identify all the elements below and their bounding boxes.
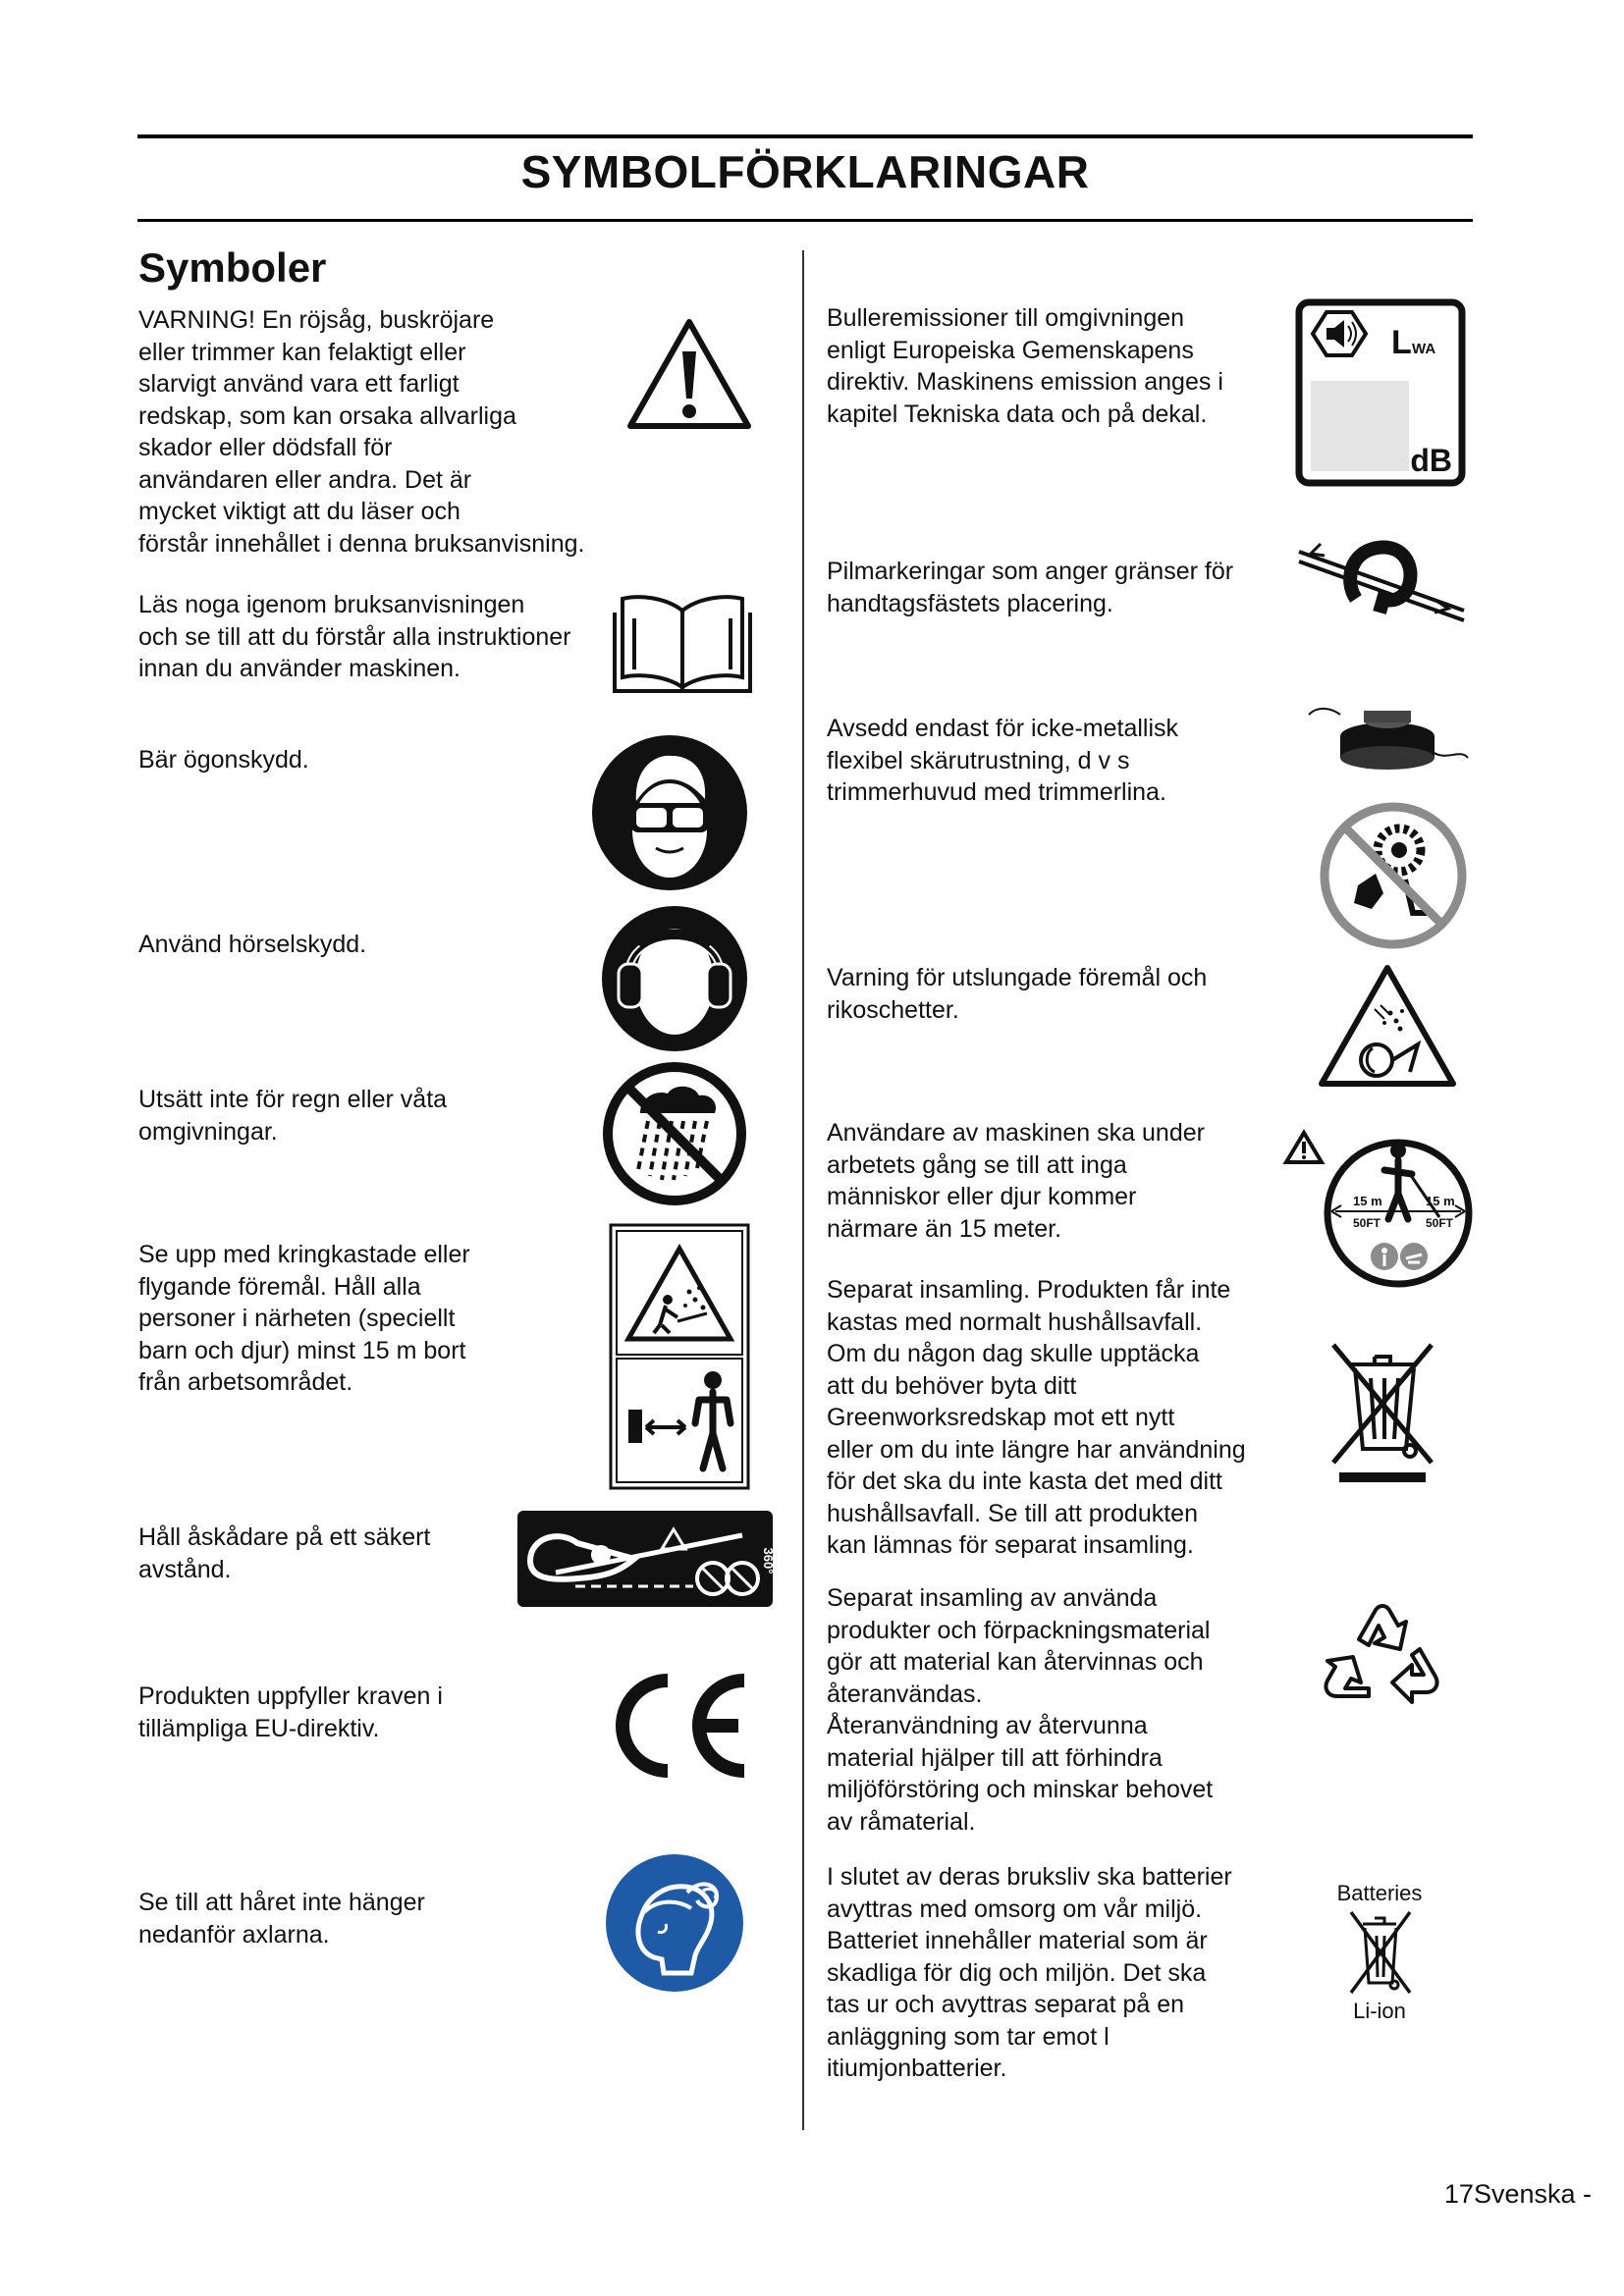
tie-back-hair-icon [605, 1853, 744, 1993]
symbol-text-thrown-objects: Se upp med kringkastade eller flygande föremål. Håll alla personer i närheten (speciellt barn och djur) minst 15 m bort från arbetsområdet. [138, 1241, 470, 1396]
db-label: dB [1410, 443, 1452, 478]
keep-15m-distance-icon [1282, 1129, 1469, 1288]
distance-m-right: 15 m [1426, 1194, 1455, 1208]
section-title: Symboler [138, 244, 327, 291]
header-bottom-rule [137, 219, 1473, 222]
warning-triangle-icon [624, 316, 754, 432]
symbol-text-separate-collection: Separat insamling. Produkten får inte kastas med normalt hushållsavfall. Om du någon dag skulle upptäcka att du behöver byta ditt Greenworksredskap mot ett nytt eller om du inte längre har användning för det ska du inte kasta det med ditt hushållsavfall. Se till att produkten kan lämnas för separat insamling. [827, 1276, 1246, 1559]
symbol-text-warning: VARNING! En röjsåg, buskröjare eller trimmer kan felaktigt eller slarvigt använd vara ett farligt redskap, som kan orsaka allvarliga skador eller dödsfall för användaren eller andra. Det är mycket viktigt att du läser och förstår innehållet i denna bruksanvisning. [138, 306, 585, 558]
trimmer-distance-label-icon [516, 1510, 774, 1608]
symbol-text-handle-limits: Pilmarkeringar som anger gränser för handtagsfästets placering. [827, 558, 1234, 617]
symbol-text-eye-protection: Bär ögonskydd. [138, 746, 309, 774]
symbol-text-hearing: Använd hörselskydd. [138, 931, 367, 958]
trimmer-head-no-blade-icon [1303, 693, 1472, 952]
thrown-objects-distance-icon [609, 1223, 750, 1490]
symbol-text-noise: Bulleremissioner till omgivningen enligt Europeiska Gemenskapens direktiv. Maskinens emission anges i kapitel Tekniska data och på dekal. [827, 304, 1223, 428]
batteries-label: Batteries [1336, 1881, 1423, 1905]
symbol-text-15m-distance: Användare av maskinen ska under arbetets gång se till att inga människor eller djur kommer närmare än 15 meter. [827, 1119, 1205, 1243]
symbol-text-bystanders: Håll åskådare på ett säkert avstånd. [138, 1523, 431, 1583]
open-manual-icon [611, 589, 754, 697]
lwa-subscript: WA [1412, 341, 1436, 357]
symbol-text-recycling: Separat insamling av använda produkter och förpackningsmaterial gör att material kan återvinnas och återanvändas. Återanvändning av återvunna material hjälper till att förhindra miljöförstöring och minskar behovet av råmaterial. [827, 1584, 1214, 1836]
lwa-label: L [1391, 324, 1412, 361]
noise-emission-lwa-icon [1295, 298, 1466, 487]
header-top-rule [137, 134, 1473, 138]
distance-ft-right: 50FT [1426, 1216, 1454, 1230]
page-title: SYMBOLFÖRKLARINGAR [520, 146, 1090, 197]
symbol-text-ce: Produkten uppfyller kraven i tillämpliga EU-direktiv. [138, 1682, 443, 1742]
symbol-text-hair: Se till att håret inte hänger nedanför axlarna. [138, 1889, 425, 1949]
column-divider [802, 250, 804, 2130]
symbol-text-ricochet: Varning för utslungade föremål och rikoschetter. [827, 964, 1208, 1024]
symbol-text-trimmer-head: Avsedd endast för icke-metallisk flexibel skärutrustning, d v s trimmerhuvud med trimmerlina. [827, 715, 1179, 806]
no-rain-icon [601, 1060, 748, 1207]
angle-label: 360° [761, 1547, 776, 1575]
page-footer: 17Svenska - [1443, 2179, 1592, 2209]
distance-ft-left: 50FT [1353, 1216, 1381, 1230]
recycle-icon [1314, 1594, 1451, 1722]
handle-position-arrows-icon [1293, 530, 1470, 628]
eye-protection-icon [591, 734, 748, 891]
crossed-bin-icon [1326, 1339, 1439, 1486]
ricochet-warning-icon [1316, 962, 1459, 1092]
ce-mark-icon [601, 1669, 752, 1783]
hearing-protection-icon [601, 905, 748, 1052]
symbol-text-batteries: I slutet av deras bruksliv ska batterier avyttras med omsorg om vår miljö. Batteriet innehåller material som är skadliga för dig och miljön. Det ska tas ur och avyttras separat på en anläggning som tar emot l itiumjonbatterier. [827, 1863, 1232, 2082]
symbol-text-manual: Läs noga igenom bruksanvisningen och se till att du förstår alla instruktioner innan du använder maskinen. [138, 591, 571, 682]
li-ion-label: Li-ion [1353, 1999, 1406, 2023]
symbol-text-no-rain: Utsätt inte för regn eller våta omgivningar. [138, 1086, 448, 1146]
distance-m-left: 15 m [1353, 1194, 1382, 1208]
battery-disposal-icon [1326, 1879, 1434, 2024]
